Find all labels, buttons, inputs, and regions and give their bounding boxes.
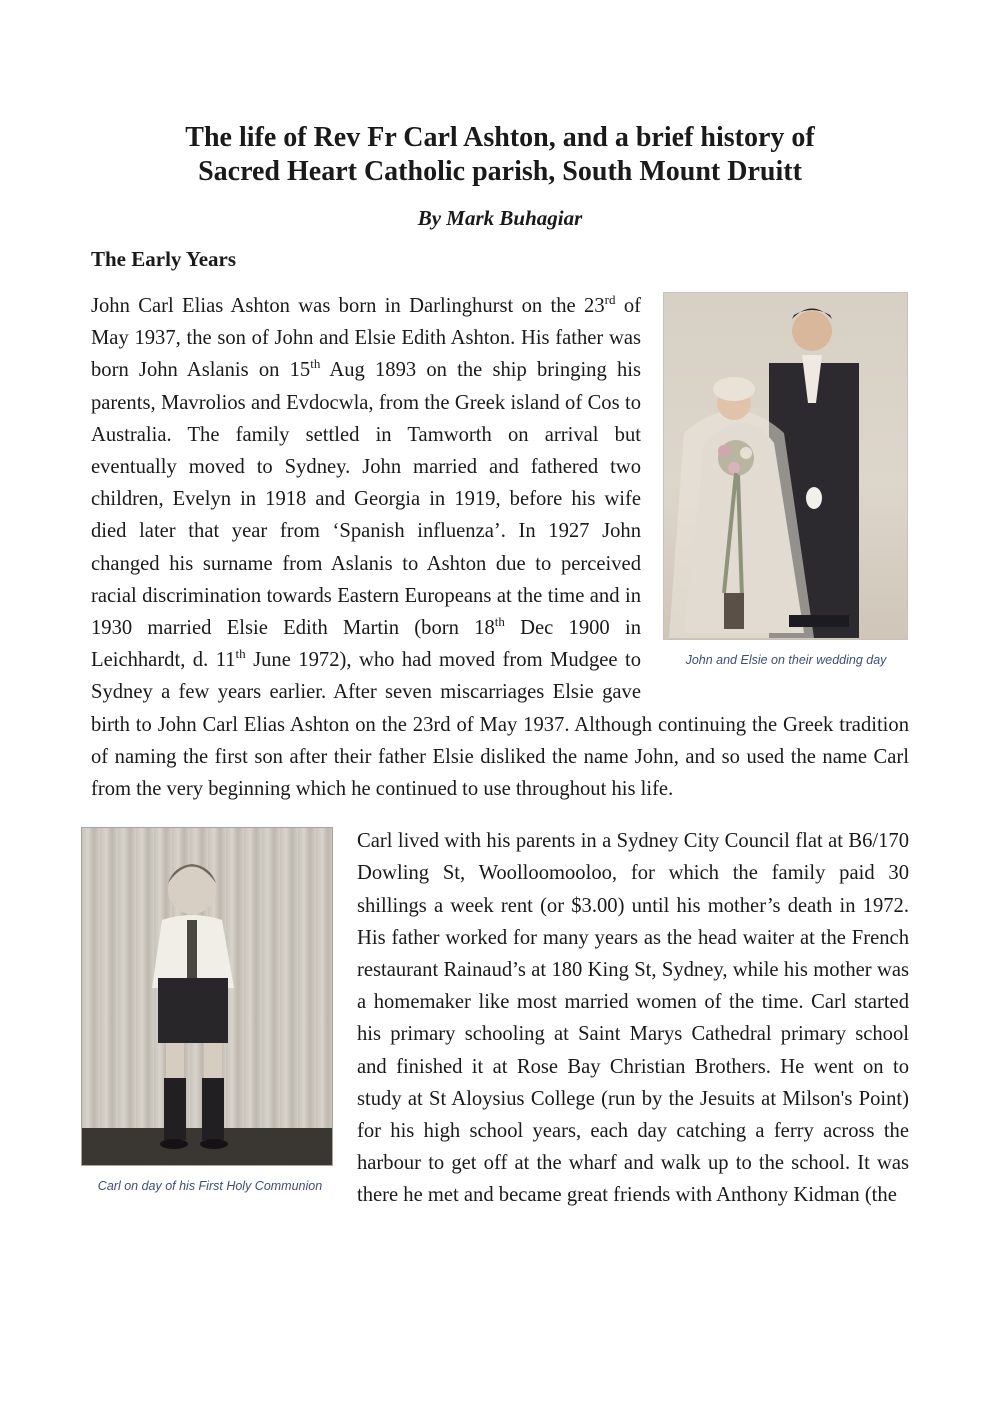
wedding-figure (663, 292, 909, 698)
paragraph-1-text-e: June 1972), who had moved from Mudgee to Sydney a few years earlier. After seven miscarriages Elsie gave birth to John Carl Elias Ashton on the 23rd of May 1937. Although continuing the Greek tradition of naming the first son after their father Elsie disliked the name John, and so used the name Carl from the very beginning which he continued to use throughout his life. (91, 649, 909, 801)
wedding-photo-art (664, 293, 907, 639)
title-line-2: Sacred Heart Catholic parish, South Mount Druitt (198, 156, 802, 187)
communion-photo-art (82, 828, 332, 1165)
article-body (91, 290, 909, 1213)
section-heading: The Early Years (91, 247, 237, 271)
ordinal-suffix: th (235, 646, 246, 662)
ordinal-suffix: th (310, 356, 321, 372)
document-title (100, 121, 900, 189)
wedding-photo (663, 292, 908, 640)
wedding-caption: John and Elsie on their wedding day (685, 653, 887, 667)
paragraph-spacer (91, 805, 909, 825)
ordinal-suffix: th (494, 614, 505, 630)
author-byline: By Mark Buhagiar (417, 206, 583, 230)
communion-photo (81, 827, 333, 1166)
title-line-1: The life of Rev Fr Carl Ashton, and a brief history of (185, 122, 815, 153)
communion-caption: Carl on day of his First Holy Communion (97, 1179, 323, 1194)
communion-figure (81, 827, 339, 1213)
paragraph-1-text-a: John Carl Elias Ashton was born in Darlinghurst on the 23 (91, 295, 605, 317)
paragraph-1-text-d: Dec 1900 in Leichhardt, d. 11 (91, 617, 641, 672)
ordinal-suffix: rd (604, 292, 616, 308)
paragraph-1-text-c: Aug 1893 on the ship bringing his parents, Mavrolios and Evdocwla, from the Greek island of Cos to Australia. The family settled in Tamworth on arrival but eventually moved to Sydney. John married and fathered two children, Evelyn in 1918 and Georgia in 1919, before his wife died later that year from ‘Spanish influenza’. In 1927 John changed his surname from Aslanis to Ashton due to perceived racial discrimination towards Eastern Europeans at the time and in 1930 married Elsie Edith Martin (born 18 (91, 359, 641, 640)
paragraph-2: Carl lived with his parents in a Sydney City Council flat at B6/170 Dowling St, Woolloomooloo, for which the family paid 30 shillings a week rent (or $3.00) until his mother’s death in 1972. His father worked for many years as the head waiter at the French restaurant Rainaud’s at 180 King St, Sydney, while his mother was a homemaker like most married women of the time. Carl started his primary schooling at Saint Marys Cathedral primary school and finished it at Rose Bay Christian Brothers. He went on to study at St Aloysius College (run by the Jesuits at Milson's Point) for his high school years, each day catching a ferry across the harbour to get off at the wharf and walk up to the school. It was there he met and became great friends with Anthony Kidman (the (357, 830, 909, 1207)
paragraph-1-text-b: of May 1937, the son of John and Elsie Edith Ashton. His father was born John Aslanis on 15 (91, 295, 641, 382)
